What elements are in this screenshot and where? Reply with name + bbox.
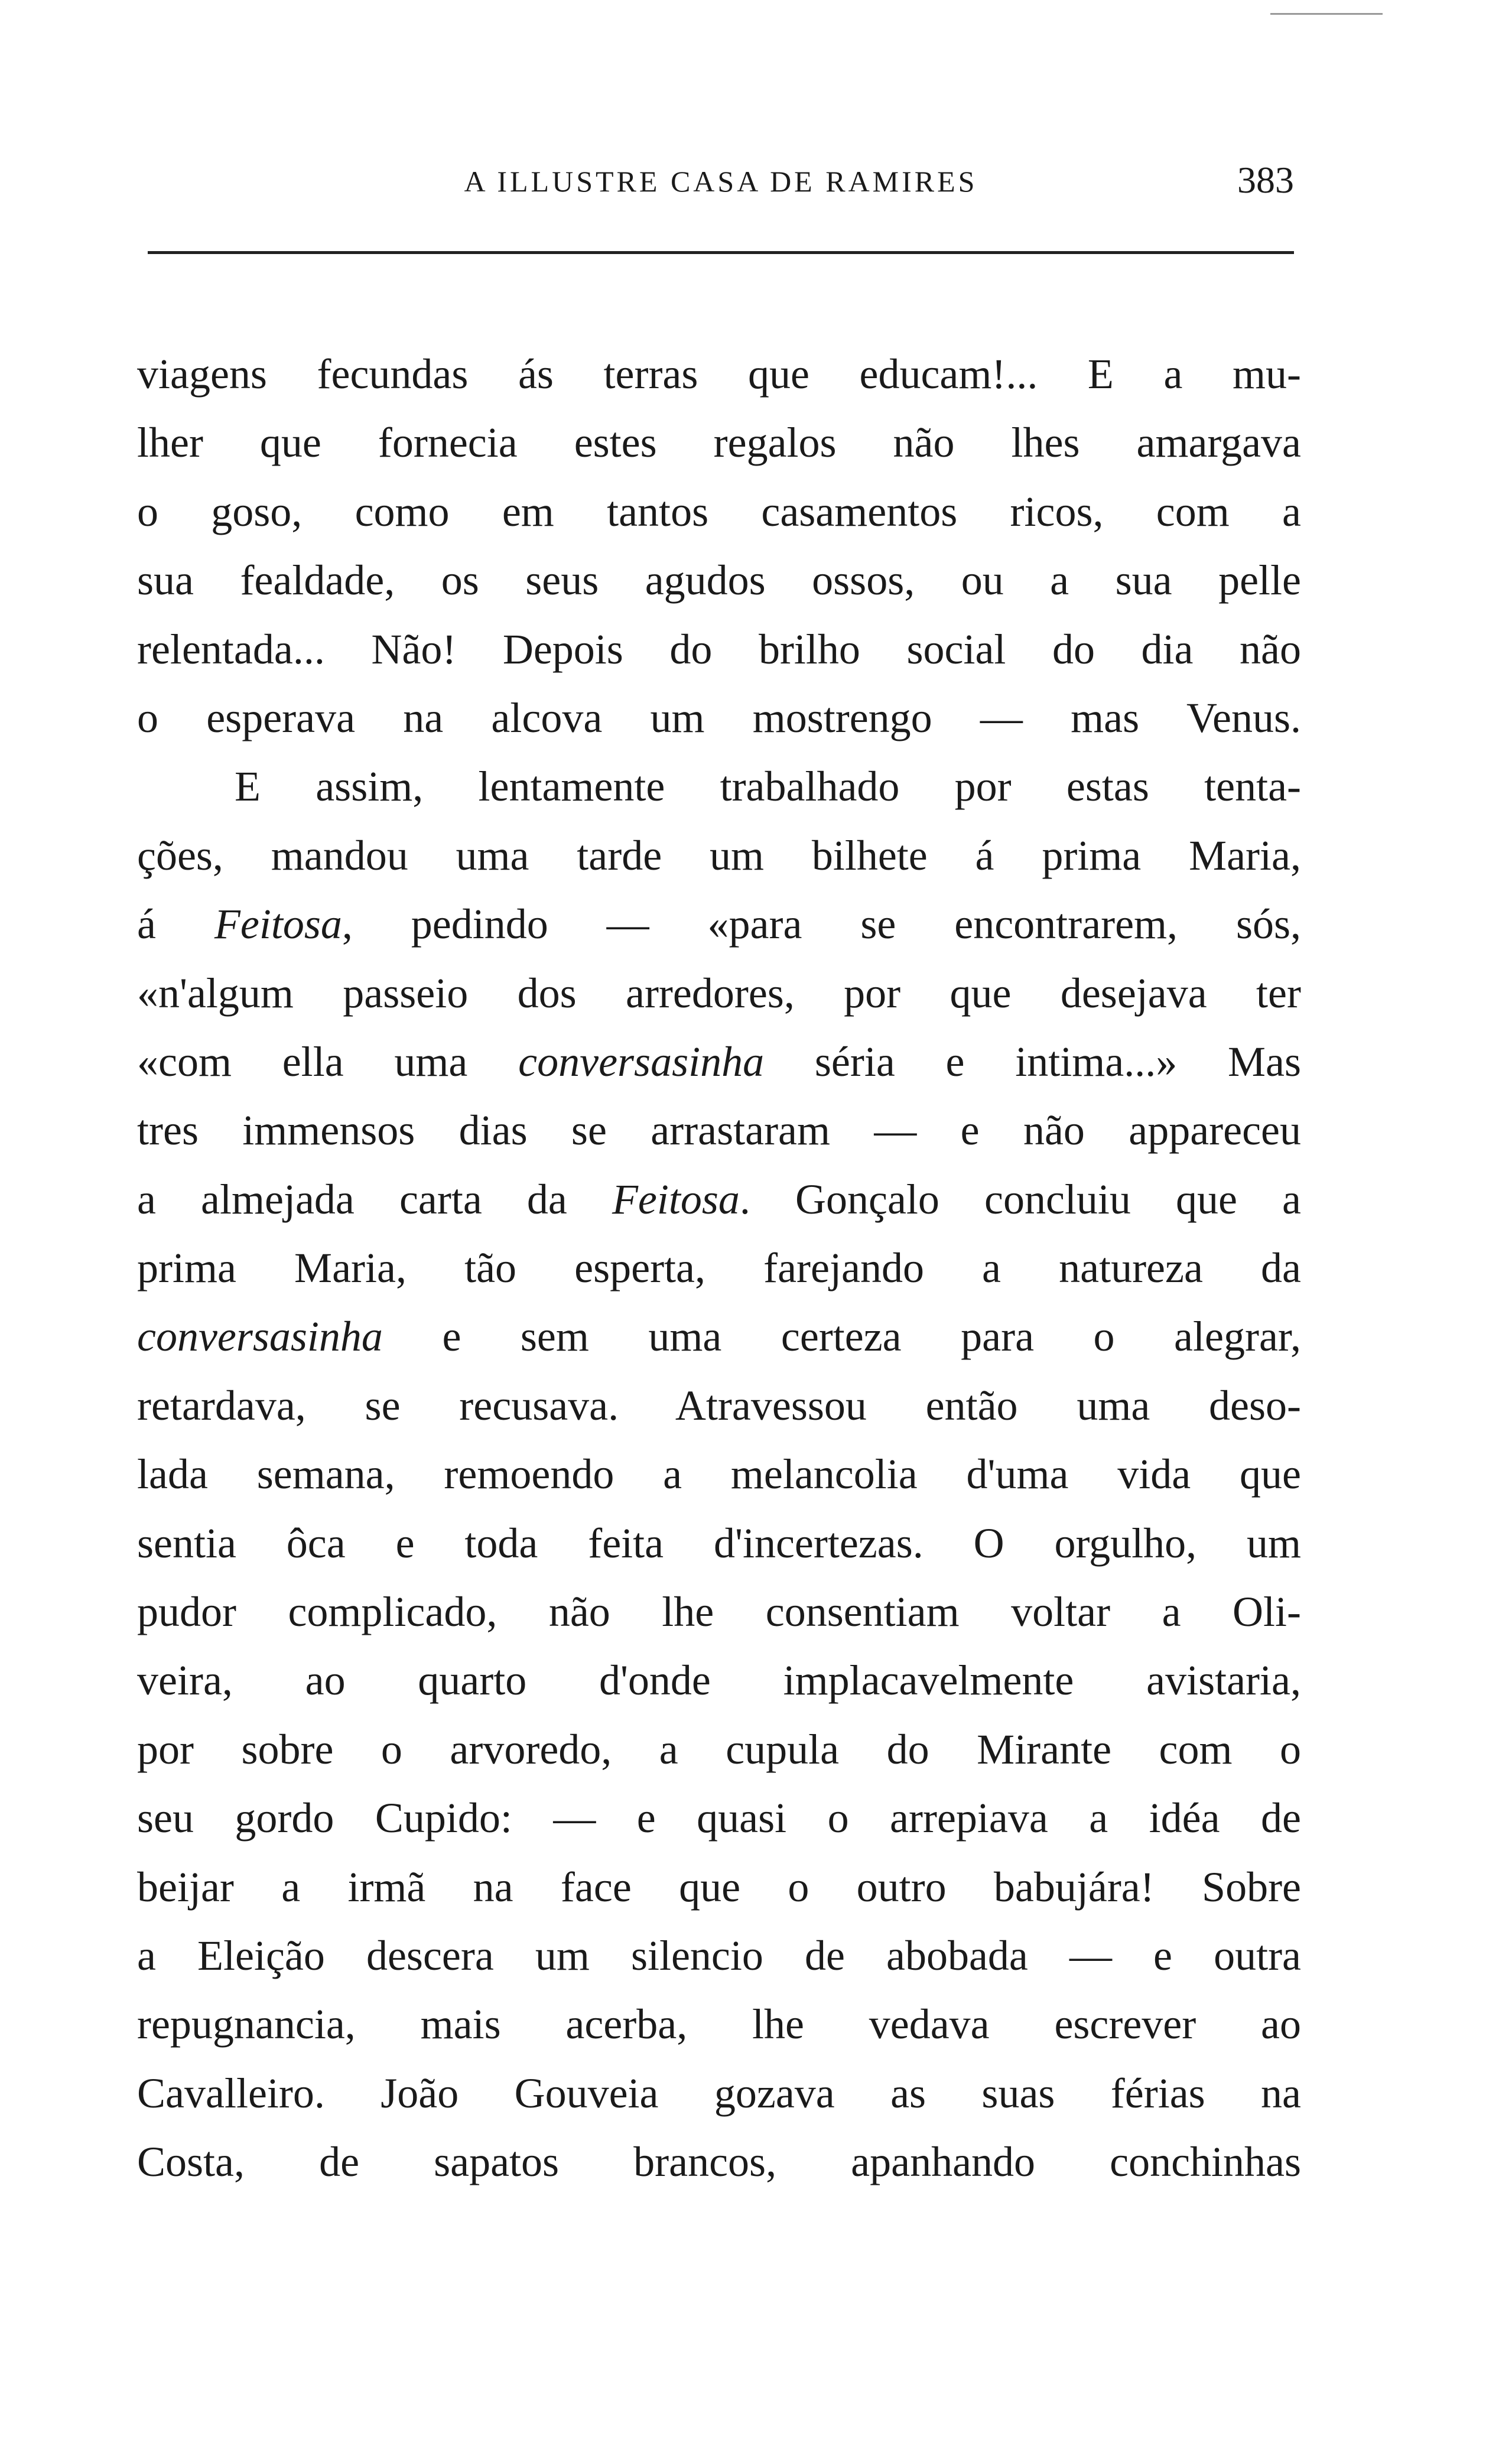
text-line: seu gordo Cupido: — e quasi o arrepiava a idéa de [137, 1794, 1301, 1842]
italic-phrase: conversasinha [518, 1037, 765, 1085]
text-line: prima Maria, tão esperta, farejando a natureza da [137, 1244, 1301, 1292]
scan-mark [1270, 13, 1383, 15]
text-line: tres immensos dias se arrastaram — e não appareceu [137, 1107, 1301, 1154]
body-text [137, 340, 1301, 2197]
page-header [148, 158, 1294, 206]
text-line: «com ella uma conversasinha séria e intima...» Mas [137, 1037, 1301, 1085]
page-number: 383 [1237, 159, 1294, 201]
italic-phrase: conversasinha [137, 1313, 383, 1361]
text-line: repugnancia, mais acerba, lhe vedava escrever ao [137, 2000, 1301, 2048]
text-line: beijar a irmã na face que o outro babujára! Sobre [137, 1863, 1301, 1911]
text-line: viagens fecundas ás terras que educam!... E a mu- [137, 350, 1301, 398]
text-line: á Feitosa, pedindo — «para se encontrarem, sós, [137, 900, 1301, 948]
text-line: relentada... Não! Depois do brilho social do dia não [137, 625, 1301, 673]
text-line: veira, ao quarto d'onde implacavelmente avistaria, [137, 1657, 1301, 1704]
text-line: a almejada carta da Feitosa. Gonçalo concluiu que a [137, 1175, 1301, 1223]
text-line: «n'algum passeio dos arredores, por que desejava ter [137, 969, 1301, 1017]
text-line: retardava, se recusava. Atravessou então uma deso- [137, 1381, 1301, 1429]
text-line: conversasinha e sem uma certeza para o alegrar, [137, 1313, 1301, 1361]
text-line: lada semana, remoendo a melancolia d'uma vida que [137, 1450, 1301, 1498]
italic-phrase: Feitosa [214, 900, 342, 948]
text-line: o goso, como em tantos casamentos ricos, com a [137, 487, 1301, 535]
text-line: ções, mandou uma tarde um bilhete á prima Maria, [137, 831, 1301, 879]
text-line: sua fealdade, os seus agudos ossos, ou a sua pelle [137, 557, 1301, 604]
text-line: E assim, lentamente trabalhado por estas tenta- [235, 763, 1301, 811]
text-line: o esperava na alcova um mostrengo — mas Venus. [137, 694, 1301, 741]
text-line: por sobre o arvoredo, a cupula do Mirante com o [137, 1725, 1301, 1773]
italic-phrase: Feitosa [612, 1175, 740, 1223]
text-line: Cavalleiro. João Gouveia gozava as suas férias na [137, 2069, 1301, 2117]
running-title: A ILLUSTRE CASA DE RAMIRES [464, 165, 978, 198]
header-rule [148, 251, 1294, 254]
text-line: a Eleição descera um silencio de abobada — e outra [137, 1931, 1301, 1979]
text-line: pudor complicado, não lhe consentiam voltar a Oli- [137, 1588, 1301, 1636]
text-line: sentia ôca e toda feita d'incertezas. O orgulho, um [137, 1519, 1301, 1567]
text-line: lher que fornecia estes regalos não lhes amargava [137, 419, 1301, 467]
text-line: Costa, de sapatos brancos, apanhando conchinhas [137, 2138, 1301, 2186]
